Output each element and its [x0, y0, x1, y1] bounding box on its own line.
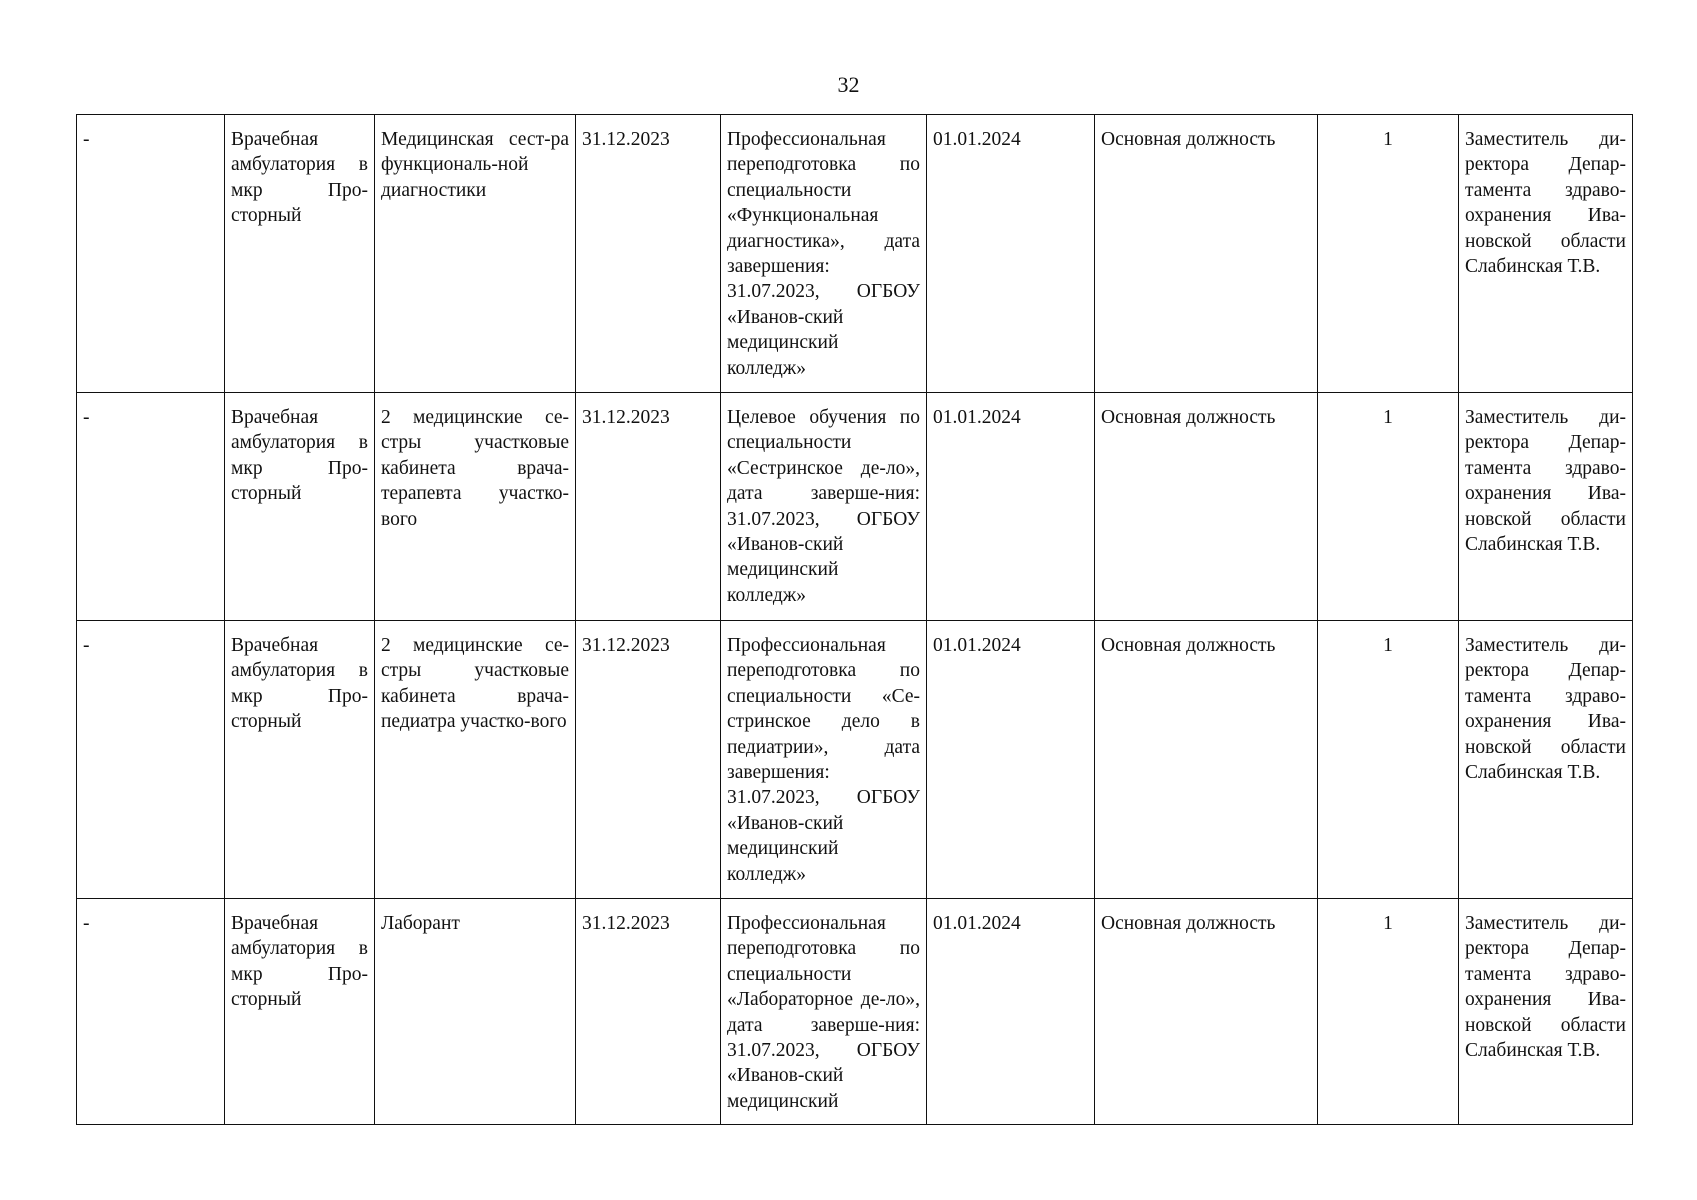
responsible-cell: Заместитель ди-ректора Депар-тамента здраво-охранения Ива-новской области Слабинская Т.В. — [1459, 393, 1633, 621]
page-number: 32 — [837, 72, 860, 97]
responsible-cell: Заместитель ди-ректора Депар-тамента здраво-охранения Ива-новской области Слабинская Т.В. — [1459, 621, 1633, 899]
organization-cell: Врачебная амбулатория в мкр Про-сторный — [225, 899, 375, 1125]
organization-cell: Врачебная амбулатория в мкр Про-сторный — [225, 115, 375, 393]
training-cell: Профессиональная переподготовка по специальности «Се-стринское дело в педиатрии», дата завершения: 31.07.2023, ОГБОУ «Иванов-ский медицинский колледж» — [721, 621, 927, 899]
position-cell: 2 медицинские се-стры участковые кабинета врача-педиатра участко-вого — [375, 621, 576, 899]
deadline-cell: 31.12.2023 — [576, 115, 721, 393]
start-date-cell: 01.01.2024 — [927, 621, 1095, 899]
count-cell: 1 — [1318, 393, 1459, 621]
row-number-cell: - — [77, 621, 225, 899]
post-type-cell: Основная должность — [1095, 115, 1318, 393]
organization-cell: Врачебная амбулатория в мкр Про-сторный — [225, 621, 375, 899]
responsible-cell: Заместитель ди-ректора Депар-тамента здраво-охранения Ива-новской области Слабинская Т.В. — [1459, 115, 1633, 393]
training-cell: Профессиональная переподготовка по специальности «Функциональная диагностика», дата завершения: 31.07.2023, ОГБОУ «Иванов-ский медицинский колледж» — [721, 115, 927, 393]
training-cell: Целевое обучения по специальности «Сестринское де-ло», дата заверше-ния: 31.07.2023, ОГБОУ «Иванов-ский медицинский колледж» — [721, 393, 927, 621]
post-type-cell: Основная должность — [1095, 621, 1318, 899]
position-cell: 2 медицинские се-стры участковые кабинета врача-терапевта участко-вого — [375, 393, 576, 621]
row-number-cell: - — [77, 899, 225, 1125]
deadline-cell: 31.12.2023 — [576, 393, 721, 621]
position-cell: Лаборант — [375, 899, 576, 1125]
count-cell: 1 — [1318, 115, 1459, 393]
table-row — [77, 899, 1633, 1125]
deadline-cell: 31.12.2023 — [576, 899, 721, 1125]
table-row — [77, 393, 1633, 621]
table-row — [77, 621, 1633, 899]
count-cell: 1 — [1318, 621, 1459, 899]
organization-cell: Врачебная амбулатория в мкр Про-сторный — [225, 393, 375, 621]
count-cell: 1 — [1318, 899, 1459, 1125]
table-row — [77, 115, 1633, 393]
post-type-cell: Основная должность — [1095, 899, 1318, 1125]
post-type-cell: Основная должность — [1095, 393, 1318, 621]
staffing-table — [76, 114, 1633, 1125]
start-date-cell: 01.01.2024 — [927, 115, 1095, 393]
training-cell: Профессиональная переподготовка по специальности «Лабораторное де-ло», дата заверше-ния: 31.07.2023, ОГБОУ «Иванов-ский медицинский — [721, 899, 927, 1125]
start-date-cell: 01.01.2024 — [927, 899, 1095, 1125]
start-date-cell: 01.01.2024 — [927, 393, 1095, 621]
row-number-cell: - — [77, 393, 225, 621]
responsible-cell: Заместитель ди-ректора Депар-тамента здраво-охранения Ива-новской области Слабинская Т.В. — [1459, 899, 1633, 1125]
deadline-cell: 31.12.2023 — [576, 621, 721, 899]
position-cell: Медицинская сест-ра функциональ-ной диагностики — [375, 115, 576, 393]
row-number-cell: - — [77, 115, 225, 393]
